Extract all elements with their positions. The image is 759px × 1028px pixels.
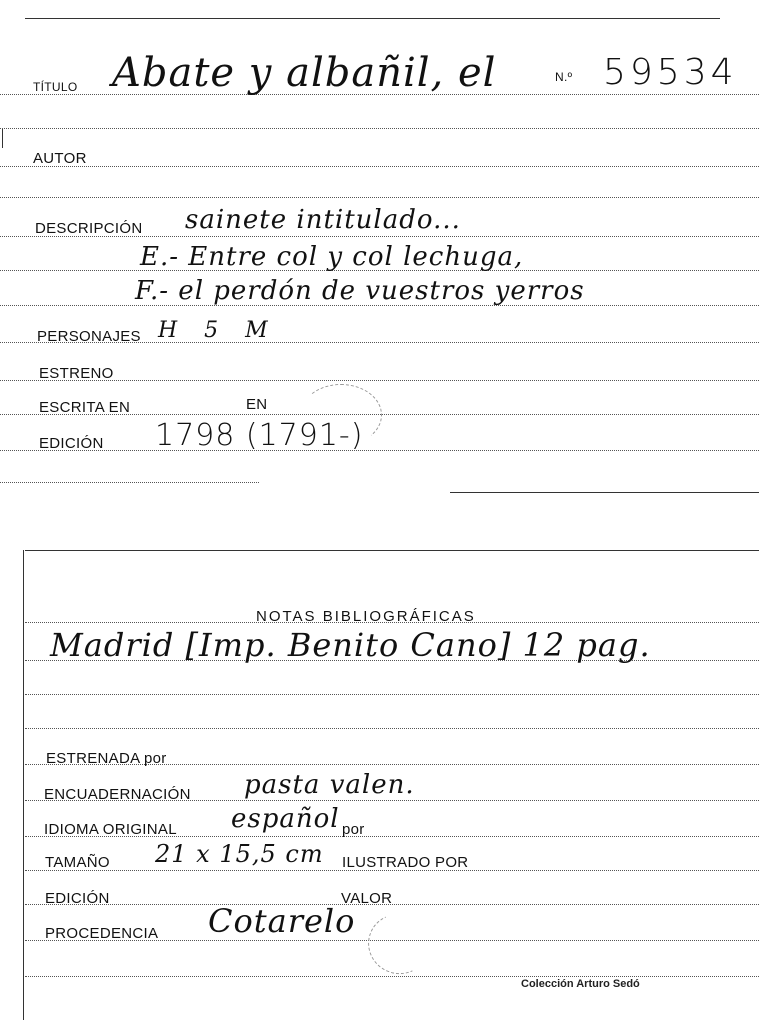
card-left-edge xyxy=(2,128,3,148)
numero-value: 59534 xyxy=(603,52,738,93)
edicion-value: 1798 (1791-) xyxy=(155,418,364,453)
notas-label: NOTAS BIBLIOGRÁFICAS xyxy=(256,608,476,625)
rule-blank xyxy=(0,128,759,129)
numero-label: N.º xyxy=(555,70,573,84)
rule-bottom-2 xyxy=(25,976,759,977)
rule-estreno xyxy=(0,380,759,381)
idioma-label: IDIOMA ORIGINAL xyxy=(44,821,177,838)
valor-label: VALOR xyxy=(341,890,393,907)
card2-left-border xyxy=(23,550,24,1020)
titulo-label: TÍTULO xyxy=(33,80,78,94)
titulo-value: Abate y albañil, el xyxy=(112,50,497,96)
rule-autor xyxy=(0,166,759,167)
smudge-mark-2 xyxy=(360,905,439,983)
descripcion-line-3: F.- el perdón de vuestros yerros xyxy=(135,276,585,306)
catalog-card-top xyxy=(0,0,759,500)
descripcion-line-2: E.- Entre col y col lechuga, xyxy=(140,242,524,272)
ilustrado-label: ILUSTRADO POR xyxy=(342,854,469,871)
tamano-value: 21 x 15,5 cm xyxy=(155,840,324,868)
estrenada-label: ESTRENADA por xyxy=(46,750,167,767)
personajes-label: PERSONAJES xyxy=(37,328,141,345)
estreno-label: ESTRENO xyxy=(39,365,114,382)
procedencia-label: PROCEDENCIA xyxy=(45,925,159,942)
escrita-label: ESCRITA EN xyxy=(39,399,131,416)
rule-blank-4 xyxy=(25,728,759,729)
procedencia-value: Cotarelo xyxy=(208,902,356,940)
rule-bottom xyxy=(0,482,259,483)
card-top-border xyxy=(25,18,720,19)
idioma-por-label: por xyxy=(342,821,365,838)
descripcion-line-1: sainete intitulado... xyxy=(185,205,461,235)
autor-label: AUTOR xyxy=(33,150,87,167)
card-bottom-border xyxy=(450,492,759,493)
collection-credit: Colección Arturo Sedó xyxy=(521,978,640,990)
encuadernacion-label: ENCUADERNACIÓN xyxy=(44,786,191,803)
catalog-card-bottom xyxy=(0,548,759,1028)
card2-top-border xyxy=(25,550,759,551)
edicion-label: EDICIÓN xyxy=(39,435,104,452)
encuadernacion-value: pasta valen. xyxy=(244,770,415,800)
personajes-value: H 5 M xyxy=(158,318,278,343)
notas-value: Madrid [Imp. Benito Cano] 12 pag. xyxy=(50,626,651,664)
tamano-label: TAMAÑO xyxy=(45,854,110,871)
descripcion-label: DESCRIPCIÓN xyxy=(35,220,143,237)
rule-blank-3 xyxy=(25,694,759,695)
rule-edicion xyxy=(0,450,759,451)
idioma-value: español xyxy=(231,804,340,834)
rule-blank-2 xyxy=(0,197,759,198)
escrita-en-label: EN xyxy=(246,396,268,413)
edicion-2-label: EDICIÓN xyxy=(45,890,110,907)
